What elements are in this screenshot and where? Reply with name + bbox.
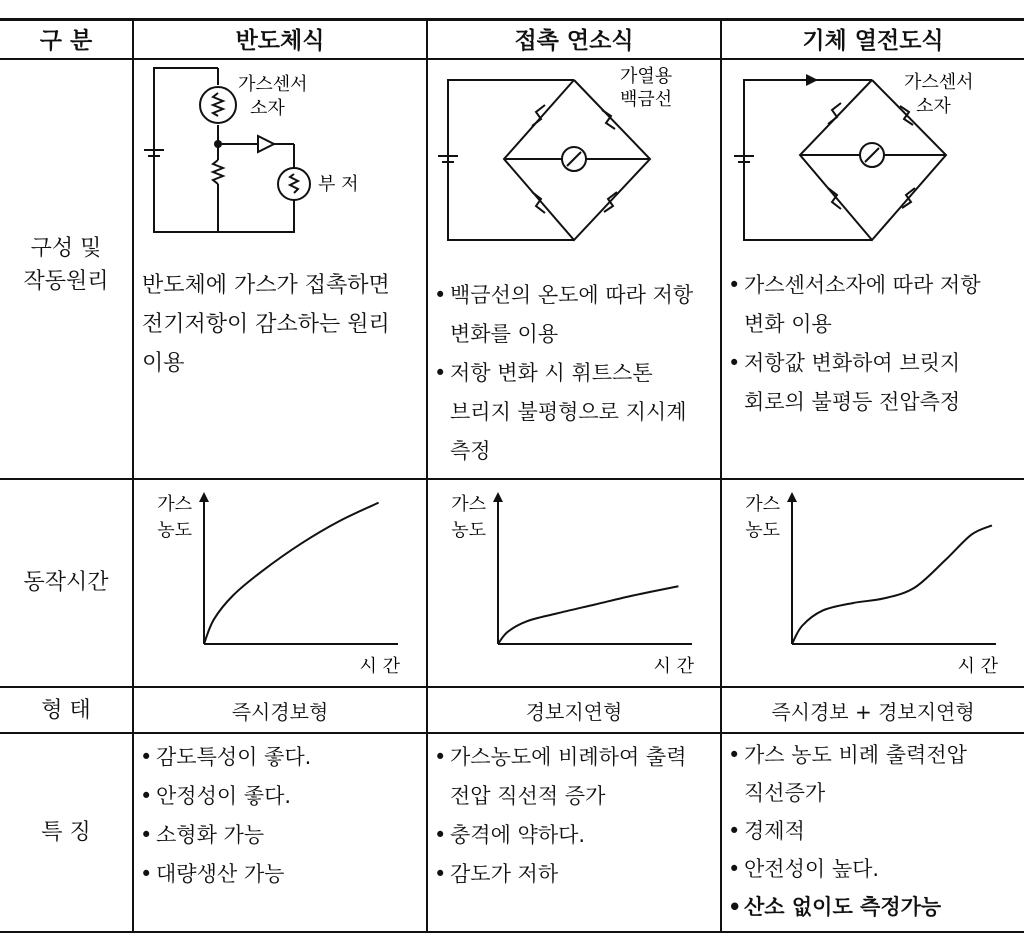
- semiconductor-feature-3: • 소형화 가능: [140, 816, 424, 855]
- catalytic-principle: [434, 276, 718, 471]
- thermal-feature-2: [728, 812, 1020, 850]
- semiconductor-form: 즉시경보형: [231, 699, 329, 724]
- catalytic-principle-item-2-line-3: 측정: [450, 439, 491, 463]
- semiconductor-buzzer-label: 부 저: [318, 174, 359, 195]
- thermal-sensor-element: [900, 106, 913, 125]
- thermal-feature-1: [728, 736, 1020, 812]
- catalytic-principle-item-2-line-2: 브리지 불평형으로 지시계: [450, 400, 687, 424]
- semiconductor-resistor: [213, 160, 223, 184]
- thermal-circuit: [722, 60, 1024, 260]
- x-axis-label: 시 간: [359, 656, 400, 677]
- catalytic-principle-item-1: [434, 276, 718, 354]
- thermal-form: 즉시경보 + 경보지연형: [771, 699, 975, 724]
- thermal-resistor-4: [902, 188, 915, 208]
- header-catalytic: 접촉 연소식: [514, 27, 634, 54]
- catalytic-principle-item-1-line-2: 변화를 이용: [450, 322, 559, 346]
- row-label-form: 형 태: [41, 697, 91, 723]
- thermal-principle-item-1-line-2: 변화 이용: [744, 312, 832, 336]
- catalytic-feature-1-line-1: • 가스농도에 비례하여 출력: [450, 745, 687, 769]
- y-axis-label-2: 농도: [451, 520, 486, 541]
- row-label-features: 특 징: [41, 819, 91, 845]
- thermal-principle-item-1-line-1: • 가스센서소자에 따라 저항: [744, 273, 981, 297]
- catalytic-wire-label-2: 백금선: [620, 89, 673, 110]
- semiconductor-sensor-label-1: 가스센서: [238, 74, 308, 95]
- semiconductor-principle: [142, 266, 424, 383]
- y-axis-arrowhead: [787, 492, 797, 502]
- row-label-principle: [0, 230, 132, 300]
- catalytic-chart: [428, 480, 720, 686]
- series-line: [498, 586, 678, 644]
- semiconductor-feature-1: • 감도특성이 좋다.: [140, 738, 424, 777]
- thermal-feature-3-line-1: • 안전성이 높다.: [744, 857, 880, 881]
- thermal-principle: [728, 266, 1020, 422]
- catalytic-features: [434, 738, 718, 894]
- catalytic-feature-3-line-1: • 감도가 저하: [450, 862, 559, 886]
- catalytic-feature-3: [434, 855, 718, 894]
- y-axis-label-1: 가스: [451, 494, 486, 515]
- catalytic-feature-1: [434, 738, 718, 816]
- thermal-principle-item-2-line-2: 회로의 불평등 전압측정: [744, 390, 961, 414]
- thermal-principle-item-1: [728, 266, 1020, 344]
- thermal-principle-item-2: [728, 344, 1020, 422]
- header-thermal: 기체 열전도식: [802, 27, 944, 54]
- semiconductor-circuit: [134, 60, 426, 260]
- catalytic-feature-2-line-1: • 충격에 약하다.: [450, 823, 586, 847]
- row-label-principle-text: 구성 및 작동원리: [23, 236, 109, 294]
- rule-form-bottom: [0, 732, 1024, 734]
- thermal-feature-1-line-2: 직선증가: [744, 781, 826, 805]
- rule-table-bottom: [0, 931, 1024, 933]
- semiconductor-feature-4: • 대량생산 가능: [140, 855, 424, 894]
- thermal-feature-1-line-1: • 가스 농도 비례 출력전압: [744, 743, 967, 767]
- semiconductor-principle-line-1: 반도체에 가스가 접촉하면: [142, 273, 390, 298]
- row-label-time: 동작시간: [23, 569, 109, 595]
- catalytic-feature-2: [434, 816, 718, 855]
- x-axis-label: 시 간: [653, 656, 694, 677]
- catalytic-form: 경보지연형: [525, 699, 623, 724]
- y-axis-label-1: 가스: [745, 494, 780, 515]
- y-axis-label-2: 농도: [157, 520, 192, 541]
- header-division: 구 분: [39, 27, 93, 54]
- semiconductor-principle-line-3: 이용: [142, 351, 185, 376]
- thermal-principle-item-2-line-1: • 저항값 변화하여 브릿지: [744, 351, 961, 375]
- semiconductor-amplifier: [258, 136, 274, 152]
- semiconductor-principle-line-2: 전기저항이 감소하는 원리: [142, 312, 390, 337]
- y-axis-label-1: 가스: [157, 494, 192, 515]
- catalytic-principle-item-2: [434, 354, 718, 471]
- semiconductor-feature-2: • 안정성이 좋다.: [140, 777, 424, 816]
- catalytic-wire-label-1: 가열용: [620, 66, 673, 87]
- semiconductor-features: [140, 738, 424, 894]
- thermal-feature-4-line-1: • 산소 없이도 측정가능: [744, 895, 942, 919]
- semiconductor-chart: [134, 480, 426, 686]
- catalytic-circuit: [428, 60, 720, 260]
- thermal-feature-3: [728, 850, 1020, 888]
- catalytic-principle-item-2-line-1: • 저항 변화 시 휘트스톤: [450, 361, 653, 385]
- y-axis-label-2: 농도: [745, 520, 780, 541]
- y-axis-arrowhead: [199, 492, 209, 502]
- thermal-feature-2-line-1: • 경제적: [744, 819, 805, 843]
- thermal-sensor-label-2: 소자: [916, 96, 951, 117]
- thermal-chart: [722, 480, 1024, 686]
- thermal-current-arrowhead: [806, 74, 818, 86]
- semiconductor-sensor-label-2: 소자: [250, 98, 285, 119]
- header-semiconductor: 반도체식: [235, 27, 325, 54]
- series-line: [204, 503, 379, 644]
- catalytic-feature-1-line-2: 전압 직선적 증가: [450, 784, 606, 808]
- semiconductor-junction: [214, 140, 222, 148]
- series-line: [792, 525, 992, 644]
- semiconductor-sensor-element: [200, 87, 236, 123]
- thermal-features: [728, 736, 1020, 926]
- catalytic-principle-item-1-line-1: • 백금선의 온도에 따라 저항: [450, 283, 694, 307]
- x-axis-label: 시 간: [957, 656, 998, 677]
- thermal-sensor-label-1: 가스센서: [904, 72, 974, 93]
- y-axis-arrowhead: [493, 492, 503, 502]
- thermal-feature-4: [728, 888, 1020, 926]
